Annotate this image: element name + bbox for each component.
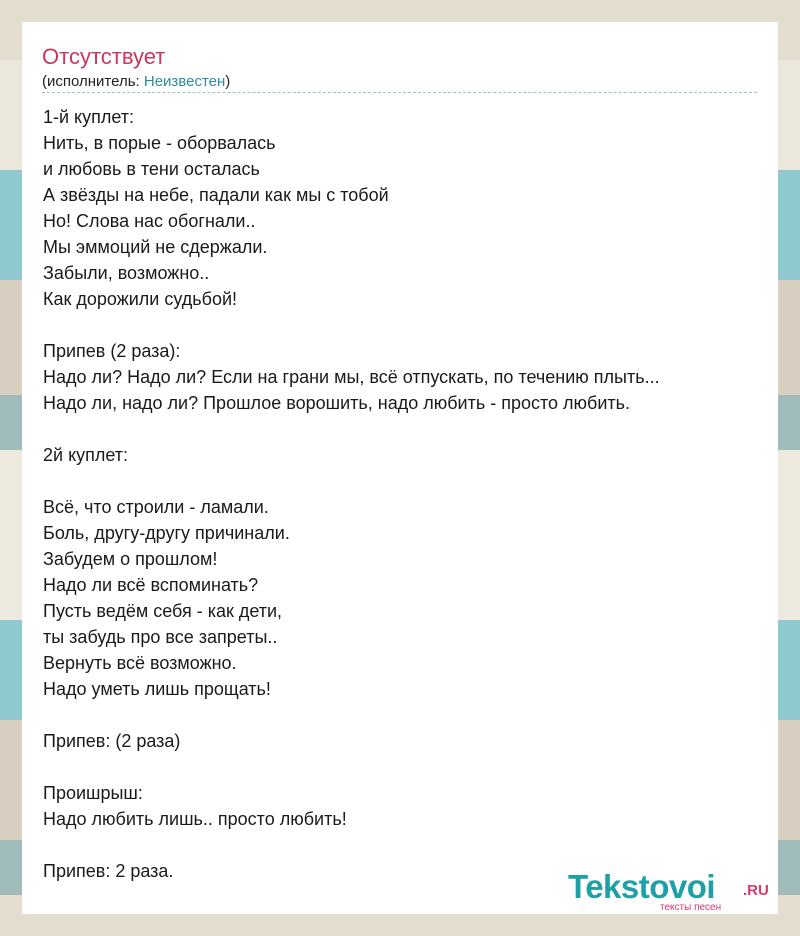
site-logo[interactable] — [568, 868, 778, 914]
lyric-line: Как дорожили судьбой! — [43, 289, 238, 309]
lyric-line: Надо ли, надо ли? Прошлое ворошить, надо любить - просто любить. — [43, 393, 631, 413]
artist-suffix: ) — [225, 73, 231, 90]
logo-wordmark: Tekstovoi — [568, 868, 716, 905]
lyric-blank-line — [43, 312, 763, 338]
lyric-line: Припев: 2 раза. — [43, 861, 174, 881]
lyric-line: А звёзды на небе, падали как мы с тобой — [43, 185, 389, 205]
lyric-line: Боль, другу-другу причинали. — [43, 523, 290, 543]
lyric-line: 2й куплет: — [43, 445, 129, 465]
lyrics-text — [43, 104, 763, 884]
lyric-line: ты забудь про все запреты.. — [43, 627, 278, 647]
lyric-line: и любовь в тени осталась — [43, 159, 260, 179]
lyric-line: Припев (2 раза): — [43, 341, 181, 361]
lyric-line: Пусть ведём себя - как дети, — [43, 601, 283, 621]
lyric-blank-line — [43, 416, 763, 442]
lyric-blank-line — [43, 468, 763, 494]
artist-link[interactable]: Неизвестен — [143, 73, 226, 90]
lyric-line: Забудем о прошлом! — [43, 549, 218, 569]
lyric-line: Надо уметь лишь прощать! — [43, 679, 271, 699]
lyric-line: Надо ли всё вспоминать? — [43, 575, 259, 595]
lyric-blank-line — [43, 702, 763, 728]
lyric-line: Надо любить лишь.. просто любить! — [43, 809, 347, 829]
title-divider — [42, 92, 757, 93]
lyrics-card — [22, 22, 778, 914]
lyric-line: Нить, в порые - оборвалась — [43, 133, 276, 153]
lyric-line: Забыли, возможно.. — [43, 263, 210, 283]
lyric-line: Мы эммоций не сдержали. — [43, 237, 268, 257]
lyric-blank-line — [43, 832, 763, 858]
logo-tld: .RU — [743, 882, 769, 899]
artist-line — [42, 73, 230, 90]
lyric-line: Проишрыш: — [43, 783, 143, 803]
lyric-line: Надо ли? Надо ли? Если на грани мы, всё отпускать, по течению плыть... — [43, 367, 660, 387]
lyric-line: 1-й куплет: — [43, 107, 135, 127]
lyric-blank-line — [43, 754, 763, 780]
logo-tagline: тексты песен — [660, 902, 722, 913]
lyric-line: Но! Слова нас обогнали.. — [43, 211, 256, 231]
lyric-line: Припев: (2 раза) — [43, 731, 181, 751]
song-title: Отсутствует — [42, 44, 166, 69]
lyric-line: Всё, что строили - ламали. — [43, 497, 269, 517]
artist-prefix: (исполнитель: — [42, 73, 144, 90]
lyric-line: Вернуть всё возможно. — [43, 653, 237, 673]
